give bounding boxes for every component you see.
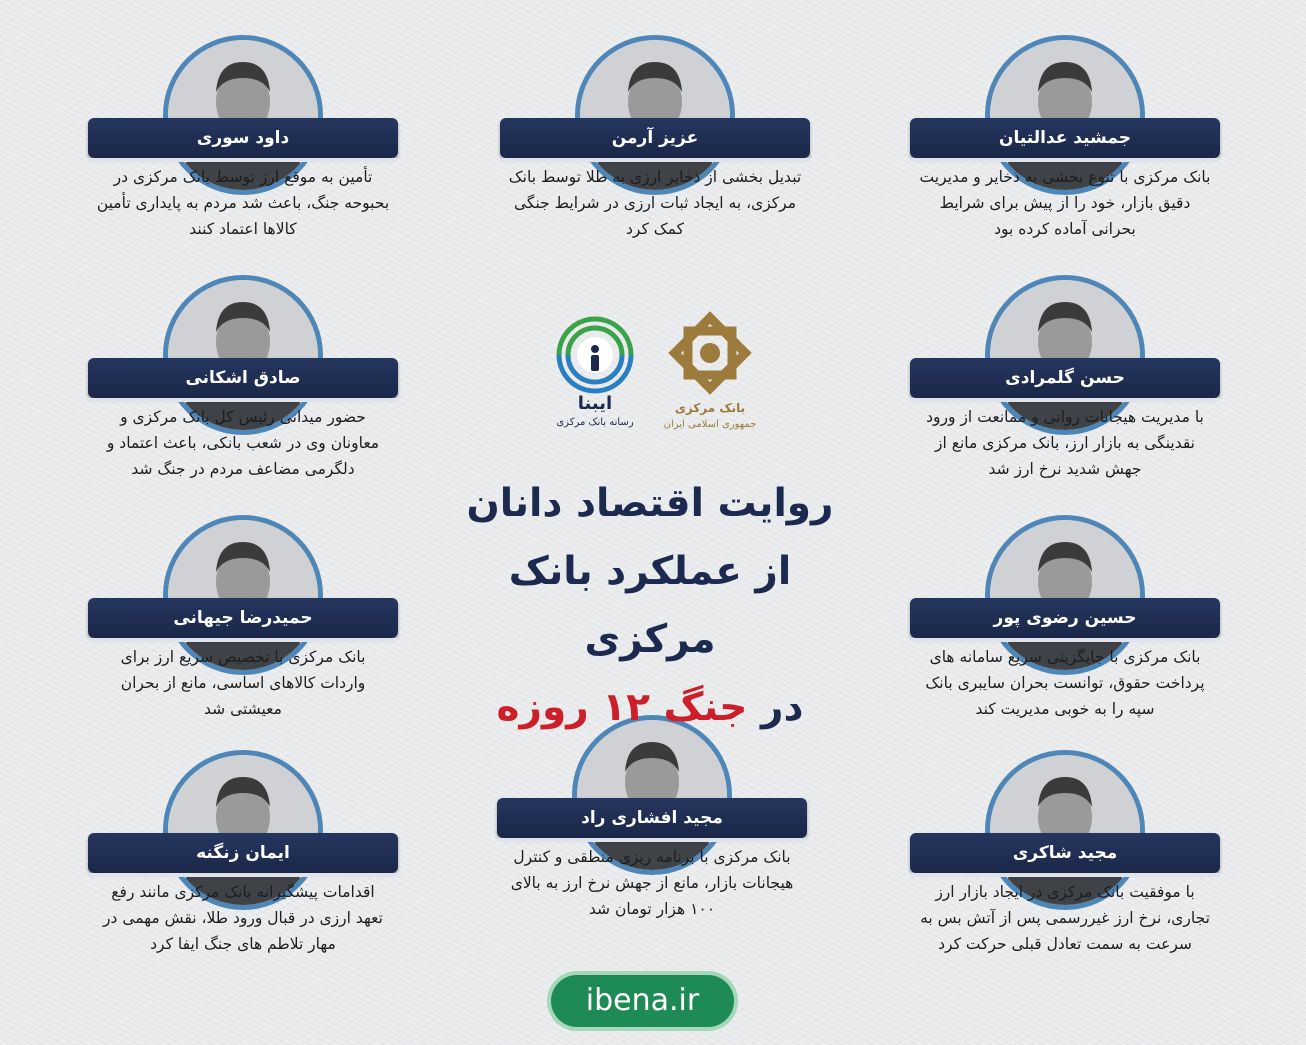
person-card [910,270,1220,515]
person-quote: بانک مرکزی با تنوع بخشی به ذخایر و مدیریت دقیق بازار، خود را از پیش برای شرایط بحرانی آماده کرده بود [919,168,1211,238]
ibena-name: ایبنا [577,393,613,414]
central-bank-subtitle: جمهوری اسلامی ایران [663,419,757,430]
person-card [500,30,810,275]
website-badge[interactable]: ibena.ir [551,975,734,1027]
person-card [910,745,1220,990]
person-card [88,745,398,990]
person-quote: اقدامات پیشگیرانه بانک مرکزی مانند رفع تعهد ارزی در قبال ورود طلا، نقش مهمی در مهار تلاطم های جنگ ایفا کرد [103,883,383,953]
central-bank-name: بانک مرکزی [674,401,746,415]
person-name: جمشید عدالتیان [998,128,1132,148]
person-name: مجید شاکری [1012,843,1118,863]
person-name: داود سوری [196,128,290,148]
name-plate [910,598,1220,638]
person-quote: بانک مرکزی با برنامه ریزی منطقی و کنترل هیجانات بازار، مانع از جهش نرخ ارز به بالای ۱۰۰ هزار تومان شد [510,848,794,918]
person-name: عزیز آرمن [611,128,699,148]
person-name: مجید افشاری راد [581,808,723,828]
person-card [88,270,398,515]
title-accent: جنگ ۱۲ روزه [496,685,748,730]
person-name: حسین رضوی پور [993,608,1137,628]
person-name: حسن گلمرادی [1005,368,1125,388]
person-card [910,510,1220,755]
person-name: ایمان زنگنه [196,843,290,863]
name-plate [497,798,807,838]
person-card [88,30,398,275]
main-title [440,470,860,742]
person-quote: بانک مرکزی با تخصیص سریع ارز برای واردات کالاهای اساسی، مانع از بحران معیشتی شد [120,648,366,718]
title-line-3-prefix: در [747,685,804,730]
name-plate [500,118,810,158]
name-plate [910,118,1220,158]
name-plate [88,358,398,398]
title-line-2: از عملکرد بانک مرکزی [508,549,792,662]
name-plate [910,358,1220,398]
person-quote: تأمین به موقع ارز توسط بانک مرکزی در بحبوحه جنگ، باعث شد مردم به پایداری تأمین کالاها اعتماد کنند [96,168,390,238]
ibena-logo [545,305,645,435]
person-card [497,710,807,955]
title-line-3 [440,674,860,742]
person-card [88,510,398,755]
name-plate [910,833,1220,873]
name-plate [88,833,398,873]
title-line-1: روایت اقتصاد دانان [466,481,834,526]
central-bank-logo [660,310,760,400]
ibena-tagline: رسانه بانک مرکزی [556,417,634,428]
person-card [910,30,1220,275]
person-quote: حضور میدانی رئیس کل بانک مرکزی و معاونان وی در شعب بانکی، باعث اعتماد و دلگرمی مضاعف مردم در جنگ شد [106,408,380,478]
person-name: حمیدرضا جیهانی [173,608,313,628]
name-plate [88,118,398,158]
person-name: صادق اشکانی [185,368,301,388]
person-quote: بانک مرکزی با جایگزینی سریع سامانه های پرداخت حقوق، توانست بحران سایبری بانک سپه را به خوبی مدیریت کند [925,648,1205,718]
person-quote: تبدیل بخشی از ذخایر ارزی به طلا توسط بانک مرکزی، به ایجاد ثبات ارزی در شرایط جنگی کمک کرد [508,168,802,238]
person-quote: با مدیریت هیجانات روانی و ممانعت از ورود نقدینگی به بازار ارز، بانک مرکزی مانع از جهش شدید نرخ ارز شد [926,408,1204,478]
name-plate [88,598,398,638]
logos-area [545,305,775,440]
person-quote: با موفقیت بانک مرکزی در ایجاد بازار ارز تجاری، نرخ ارز غیررسمی پس از آتش بس به سرعت به سمت تعادل قبلی حرکت کرد [920,883,1210,953]
